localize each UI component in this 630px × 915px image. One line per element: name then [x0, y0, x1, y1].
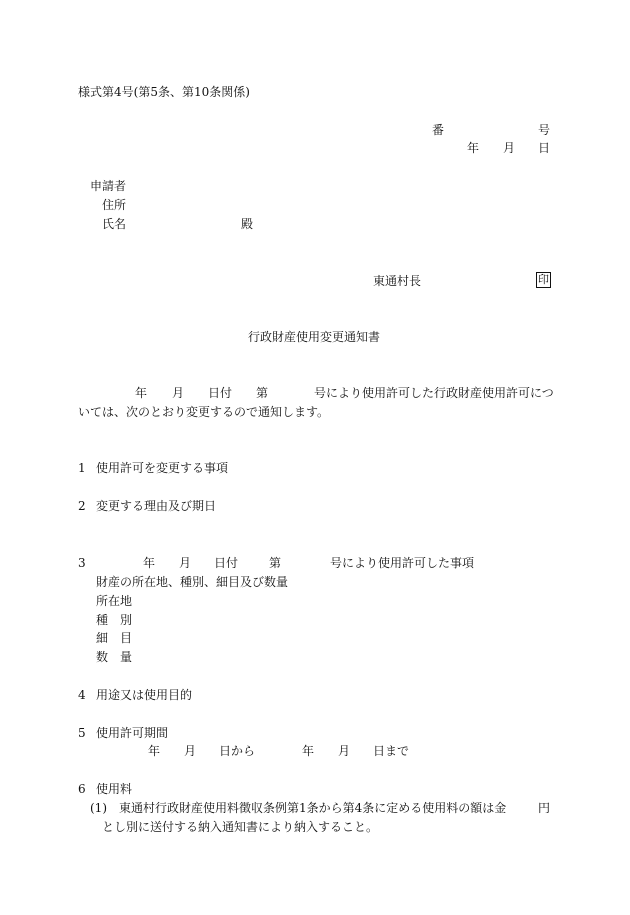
- applicant-honorific: 殿: [241, 217, 254, 231]
- item3-year-label: 年: [143, 556, 156, 570]
- item6-text: 使用料: [96, 782, 133, 796]
- item2-number: 2: [78, 499, 86, 513]
- applicant-label: 申請者: [90, 179, 127, 193]
- item3-property-heading: 財産の所在地、種別、細目及び数量: [96, 575, 289, 589]
- item1-text: 使用許可を変更する事項: [96, 461, 229, 475]
- item3-location-label: 所在地: [96, 594, 133, 608]
- item1-number: 1: [78, 461, 86, 475]
- item5-from-label: 日から: [219, 744, 256, 758]
- body-line1-text: 号により使用許可した行政財産使用許可につ: [314, 386, 554, 400]
- body-date-suffix: 日付: [208, 386, 233, 400]
- body-line2-text: いては、次のとおり変更するので通知します。: [78, 405, 330, 419]
- body-year-label: 年: [135, 386, 148, 400]
- item5-year2-label: 年: [302, 744, 315, 758]
- body-month-label: 月: [172, 386, 185, 400]
- applicant-address-label: 住所: [102, 198, 127, 212]
- item3-month-label: 月: [179, 556, 192, 570]
- item6-sub-number: (1): [90, 801, 107, 815]
- item6-number: 6: [78, 782, 86, 796]
- item6-sub-line1: 東通村行政財産使用料徴収条例第1条から第4条に定める使用料の額は金: [119, 801, 507, 815]
- date-day-label: 日: [538, 141, 551, 155]
- item5-month1-label: 月: [184, 744, 197, 758]
- item3-text: 号により使用許可した事項: [330, 556, 475, 570]
- item3-dai-label: 第: [269, 556, 282, 570]
- item5-month2-label: 月: [338, 744, 351, 758]
- form-number: 様式第4号(第5条、第10条関係): [78, 85, 250, 99]
- issuer-name: 東通村長: [373, 274, 422, 288]
- seal-stamp: 印: [538, 273, 549, 286]
- applicant-name-label: 氏名: [102, 217, 127, 231]
- item2-text: 変更する理由及び期日: [96, 499, 217, 513]
- item3-details-label: 細 目: [96, 631, 133, 645]
- item6-yen-label: 円: [538, 801, 551, 815]
- item3-quantity-label: 数 量: [96, 650, 133, 664]
- item5-year1-label: 年: [148, 744, 161, 758]
- item3-type-label: 種 別: [96, 613, 133, 627]
- date-year-label: 年: [467, 141, 480, 155]
- item5-text: 使用許可期間: [96, 726, 169, 740]
- item5-until-label: 日まで: [373, 744, 410, 758]
- item3-number: 3: [78, 556, 86, 570]
- item4-number: 4: [78, 688, 86, 702]
- item4-text: 用途又は使用目的: [96, 688, 193, 702]
- document-title: 行政財産使用変更通知書: [248, 330, 381, 344]
- item3-date-suffix: 日付: [214, 556, 239, 570]
- date-month-label: 月: [503, 141, 516, 155]
- number-ban-label: 番: [432, 123, 445, 137]
- body-dai-label: 第: [256, 386, 269, 400]
- item5-number: 5: [78, 726, 86, 740]
- item6-sub-line2: とし別に送付する納入通知書により納入すること。: [102, 820, 379, 834]
- number-go-label: 号: [538, 123, 551, 137]
